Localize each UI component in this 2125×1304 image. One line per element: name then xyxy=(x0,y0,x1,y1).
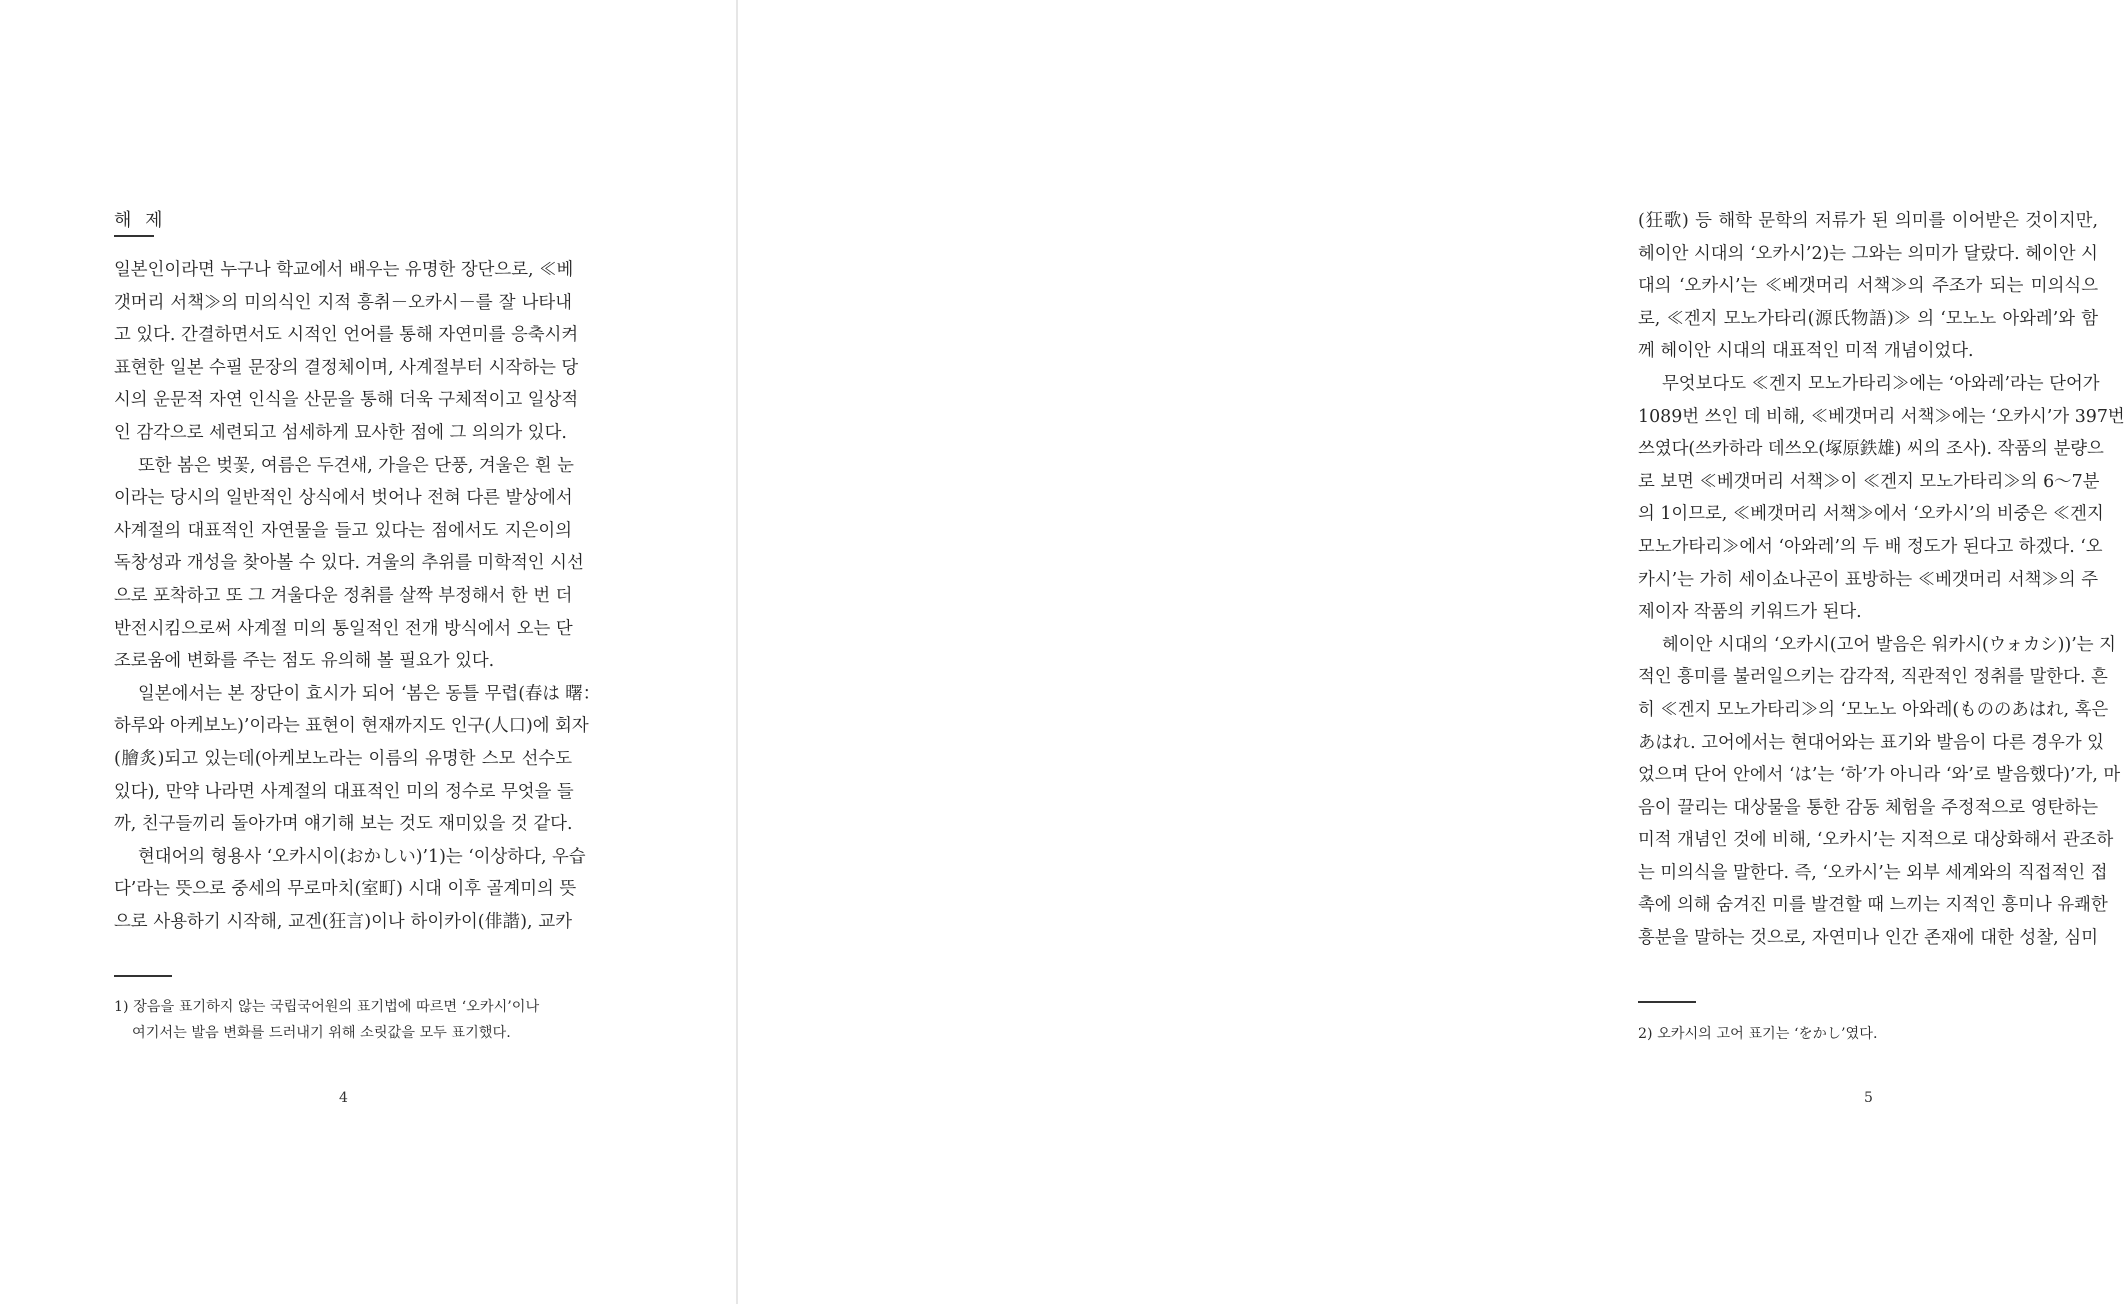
text-line: 로, ≪겐지 모노가타리(源氏物語)≫ 의 ‘모노노 아와레’와 함 xyxy=(1638,308,2098,329)
text-line: (狂歌) 등 해학 문학의 저류가 된 의미를 이어받은 것이지만, xyxy=(1638,211,2098,231)
text-line: 현대어의 형용사 ‘오카시이(おかしい)’1)는 ‘이상하다, 우습 xyxy=(138,846,586,867)
text-line: 헤이안 시대의 ‘오카시(고어 발음은 워카시(ウォカシ))’는 지 xyxy=(1662,634,2116,655)
text-line: 이라는 당시의 일반적인 상식에서 벗어나 전혀 다른 발상에서 xyxy=(114,488,573,509)
text-line: 촉에 의해 숨겨진 미를 발견할 때 느끼는 지적인 흥미나 유쾌한 xyxy=(1638,895,2108,916)
right-body-text xyxy=(1638,205,2125,955)
text-line: 음이 끌리는 대상물을 통한 감동 체험을 주정적으로 영탄하는 xyxy=(1638,797,2098,818)
text-line: 갯머리 서책≫의 미의식인 지적 흥취－오카시－를 잘 나타내 xyxy=(114,292,572,313)
text-line: 시의 운문적 자연 인식을 산문을 통해 더욱 구체적이고 일상적 xyxy=(114,390,579,411)
text-line: 헤이안 시대의 ‘오카시’2)는 그와는 의미가 달랐다. 헤이안 시 xyxy=(1638,243,2098,264)
text-line: 께 헤이안 시대의 대표적인 미적 개념이었다. xyxy=(1638,341,1974,362)
text-line: 미적 개념인 것에 비해, ‘오카시’는 지적으로 대상화해서 관조하 xyxy=(1638,830,2114,851)
section-title-underline xyxy=(114,235,154,237)
footnote-line: 여기서는 발음 변화를 드러내기 위해 소릿값을 모두 표기했다. xyxy=(132,1025,511,1041)
text-line: 히 ≪겐지 모노가타리≫의 ‘모노노 아와레(もののあはれ, 혹은 xyxy=(1638,699,2109,720)
footnote-separator xyxy=(1638,1001,1696,1003)
text-line: 는 미의식을 말한다. 즉, ‘오카시’는 외부 세계와의 직접적인 접 xyxy=(1638,862,2108,883)
left-page xyxy=(0,0,736,1304)
text-line: 일본에서는 본 장단이 효시가 되어 ‘봄은 동틀 무렵(春は 曙： xyxy=(138,683,601,704)
text-line: 무엇보다도 ≪겐지 모노가타리≫에는 ‘아와레’라는 단어가 xyxy=(1662,373,2100,394)
left-footnote xyxy=(114,994,539,1046)
text-line: 대의 ‘오카시’는 ≪베갯머리 서책≫의 주조가 되는 미의식으 xyxy=(1638,276,2098,297)
text-line: 인 감각으로 세련되고 섬세하게 묘사한 점에 그 의의가 있다. xyxy=(114,422,567,443)
text-line: 카시’는 가히 세이쇼나곤이 표방하는 ≪베갯머리 서책≫의 주 xyxy=(1638,569,2098,590)
text-line: 독창성과 개성을 찾아볼 수 있다. 겨울의 추위를 미학적인 시선 xyxy=(114,553,584,574)
text-line: 고 있다. 간결하면서도 시적인 언어를 통해 자연미를 응축시켜 xyxy=(114,325,579,346)
text-line: 적인 흥미를 불러일으키는 감각적, 직관적인 정취를 말한다. 흔 xyxy=(1638,667,2108,688)
text-line: 표현한 일본 수필 문장의 결정체이며, 사계절부터 시작하는 당 xyxy=(114,357,579,378)
text-line: あはれ. 고어에서는 현대어와는 표기와 발음이 다른 경우가 있 xyxy=(1638,732,2104,753)
section-title: 해 제 xyxy=(114,210,167,231)
text-line: 조로움에 변화를 주는 점도 유의해 볼 필요가 있다. xyxy=(114,651,495,672)
text-line: 로 보면 ≪베갯머리 서책≫이 ≪겐지 모노가타리≫의 6～7분 xyxy=(1638,471,2100,492)
text-line: 사계절의 대표적인 자연물을 들고 있다는 점에서도 지은이의 xyxy=(114,520,572,541)
text-line: 흥분을 말하는 것으로, 자연미나 인간 존재에 대한 성찰, 심미 xyxy=(1638,928,2098,949)
text-line: 의 1이므로, ≪베갯머리 서책≫에서 ‘오카시’의 비중은 ≪겐지 xyxy=(1638,504,2104,525)
text-line: 일본인이라면 누구나 학교에서 배우는 유명한 장단으로, ≪베 xyxy=(114,260,574,280)
footnote-line: 1) 장음을 표기하지 않는 국립국어원의 표기법에 따르면 ‘오카시’이나 xyxy=(114,999,540,1015)
text-line: 하루와 아케보노)’이라는 표현이 현재까지도 인구(人口)에 회자 xyxy=(114,716,589,737)
text-line: 으로 사용하기 시작해, 교겐(狂言)이나 하이카이(俳諧), 교카 xyxy=(114,911,572,932)
text-line: 쓰였다(쓰카하라 데쓰오(塚原鉄雄) 씨의 조사). 작품의 분량으 xyxy=(1638,439,2104,460)
right-footnote xyxy=(1638,1021,1877,1047)
text-line: 모노가타리≫에서 ‘아와레’의 두 배 정도가 된다고 하겠다. ‘오 xyxy=(1638,536,2103,557)
text-line: 있다), 만약 나라면 사계절의 대표적인 미의 정수로 무엇을 들 xyxy=(114,781,574,802)
right-page xyxy=(738,0,2125,1304)
text-line: 까, 친구들끼리 돌아가며 얘기해 보는 것도 재미있을 것 같다. xyxy=(114,814,573,835)
text-line: 또한 봄은 벚꽃, 여름은 두견새, 가을은 단풍, 겨울은 흰 눈 xyxy=(138,455,574,476)
text-line: 반전시킴으로써 사계절 미의 통일적인 전개 방식에서 오는 단 xyxy=(114,618,573,639)
left-body-text xyxy=(114,254,601,938)
text-line: (膾炙)되고 있는데(아케보노라는 이름의 유명한 스모 선수도 xyxy=(114,748,572,769)
text-line: 었으며 단어 안에서 ‘は’는 ‘하’가 아니라 ‘와’로 발음했다)’가, 마 xyxy=(1638,765,2121,786)
text-line: 다’라는 뜻으로 중세의 무로마치(室町) 시대 이후 골계미의 뜻 xyxy=(114,879,577,900)
page-number-left: 4 xyxy=(339,1090,348,1106)
text-line: 1089번 쓰인 데 비해, ≪베갯머리 서책≫에는 ‘오카시’가 397번 xyxy=(1638,406,2125,427)
footnote-separator xyxy=(114,975,172,977)
page-number-right: 5 xyxy=(1864,1090,1873,1106)
footnote-line: 2) 오카시의 고어 표기는 ‘をかし’였다. xyxy=(1638,1026,1878,1042)
text-line: 제이자 작품의 키워드가 된다. xyxy=(1638,602,1862,623)
text-line: 으로 포착하고 또 그 겨울다운 정취를 살짝 부정해서 한 번 더 xyxy=(114,585,573,606)
